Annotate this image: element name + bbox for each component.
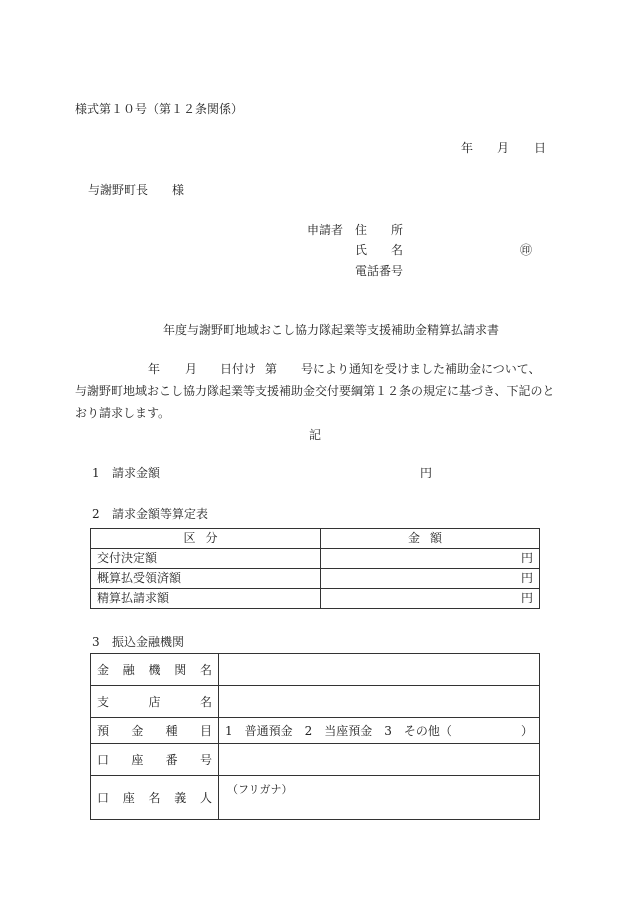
table-row (91, 589, 540, 609)
addressee-name: 与謝野町長 (88, 183, 149, 197)
label-char: 関 (174, 663, 187, 677)
section2-num: 2 (92, 507, 100, 521)
name-char-1: 氏 (355, 243, 368, 257)
branch-name-value[interactable] (219, 686, 540, 718)
furigana-label: （フリガナ） (227, 783, 293, 796)
row-unit: 円 (321, 549, 540, 569)
calc-header-row (91, 529, 540, 549)
section1-num: 1 (92, 466, 100, 480)
section2-label: 請求金額等算定表 (112, 507, 209, 521)
label-char: 口 (97, 791, 110, 805)
label-char: 座 (131, 753, 144, 767)
label-char: 番 (165, 753, 178, 767)
row-label: 概算払受領済額 (91, 569, 321, 589)
label-char: 機 (148, 663, 161, 677)
account-type-close: ） (520, 724, 533, 738)
ki-mark: 記 (309, 428, 322, 442)
account-type-value[interactable] (219, 718, 540, 744)
address-char-1: 住 (355, 223, 368, 237)
label-char: 種 (165, 724, 178, 738)
section1-label: 請求金額 (112, 466, 161, 480)
account-holder-label (91, 776, 219, 820)
label-char: 金 (131, 724, 144, 738)
calc-table (90, 528, 540, 609)
account-type-options: 1 普通預金 2 当座預金 3 その他（ (225, 724, 452, 738)
label-char: 口 (97, 753, 110, 767)
label-char: 名 (148, 791, 161, 805)
account-number-label (91, 744, 219, 776)
table-row (91, 744, 540, 776)
body-ref-tail: 号により通知を受けました補助金について、 (301, 362, 541, 376)
label-char: 支 (97, 695, 110, 709)
label-char: 預 (97, 724, 110, 738)
bank-name-label (91, 654, 219, 686)
label-char: 義 (174, 791, 187, 805)
label-char: 目 (199, 724, 212, 738)
section1-unit: 円 (420, 466, 433, 480)
account-holder-value[interactable] (219, 776, 540, 820)
bank-table (90, 653, 540, 820)
date-year: 年 (461, 141, 474, 155)
table-row (91, 569, 540, 589)
name-char-2: 名 (391, 243, 404, 257)
section3-label: 振込金融機関 (112, 635, 185, 649)
table-row (91, 686, 540, 718)
bank-name-value[interactable] (219, 654, 540, 686)
body-ref-month: 月 (185, 362, 198, 376)
address-char-2: 所 (391, 223, 404, 237)
row-unit: 円 (321, 569, 540, 589)
label-char: 名 (199, 663, 212, 677)
seal-mark: ㊞ (520, 243, 533, 257)
label-char: 名 (199, 695, 212, 709)
label-char: 人 (199, 791, 212, 805)
row-label: 精算払請求額 (91, 589, 321, 609)
table-row (91, 549, 540, 569)
label-char: 号 (199, 753, 212, 767)
account-number-value[interactable] (219, 744, 540, 776)
branch-name-label (91, 686, 219, 718)
table-row (91, 654, 540, 686)
document-title: 年度与謝野町地域おこし協力隊起業等支援補助金精算払請求書 (163, 323, 500, 337)
addressee-honorific: 様 (172, 183, 185, 197)
table-row (91, 776, 540, 820)
date-day: 日 (534, 141, 547, 155)
body-ref-day: 日付け (220, 362, 257, 376)
row-unit: 円 (321, 589, 540, 609)
label-char: 融 (122, 663, 135, 677)
section3-num: 3 (92, 635, 100, 649)
applicant-label: 申請者 (307, 223, 344, 237)
body-ref-year: 年 (148, 362, 161, 376)
header-amount: 金額 (321, 529, 540, 549)
body-line-2: 与謝野町地域おこし協力隊起業等支援補助金交付要綱第１２条の規定に基づき、下記のと (75, 384, 555, 398)
date-month: 月 (497, 141, 510, 155)
header-category: 区分 (91, 529, 321, 549)
table-row (91, 718, 540, 744)
row-label: 交付決定額 (91, 549, 321, 569)
account-type-label (91, 718, 219, 744)
phone-label: 電話番号 (355, 264, 404, 278)
label-char: 店 (148, 695, 161, 709)
form-number: 様式第１０号（第１２条関係） (75, 102, 244, 116)
body-ref-no: 第 (265, 362, 278, 376)
label-char: 座 (122, 791, 135, 805)
body-line-3: おり請求します。 (75, 406, 171, 420)
label-char: 金 (97, 663, 110, 677)
